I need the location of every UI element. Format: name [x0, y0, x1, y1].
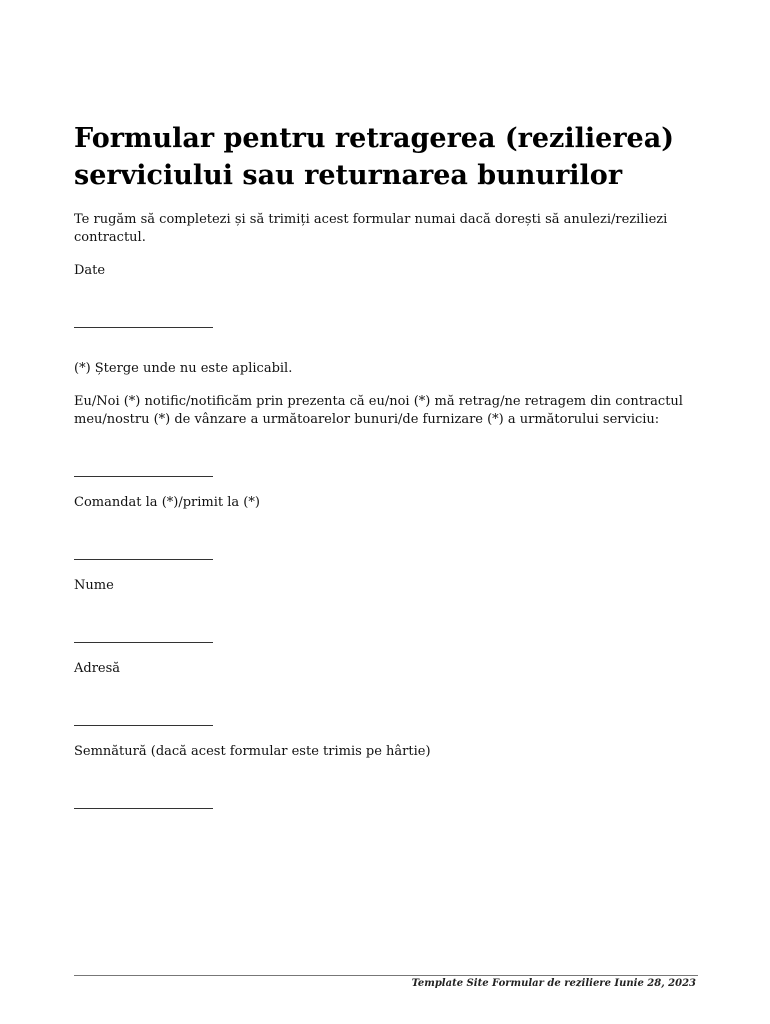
footer-text: Template Site Formular de reziliere Iunie 28, 2023	[411, 978, 696, 989]
document-page	[74, 0, 698, 1024]
address-label: Adresă	[74, 661, 121, 676]
name-label: Nume	[74, 578, 114, 593]
ordered-label: Comandat la (*)/primit la (*)	[74, 495, 260, 510]
ordered-blank-line	[74, 559, 213, 560]
signature-blank-line	[74, 808, 213, 809]
date-blank-line	[74, 327, 213, 328]
applicability-note: (*) Șterge unde nu este aplicabil.	[74, 361, 293, 376]
intro-paragraph: Te rugăm să completezi și să trimiți acest formular numai dacă dorești să anulezi/reziliezi contractul.	[74, 212, 668, 245]
date-label: Date	[74, 263, 106, 278]
withdrawal-statement: Eu/Noi (*) notific/notificăm prin prezenta că eu/noi (*) mă retrag/ne retragem din contractul meu/nostru (*) de vânzare a următoarelor bunuri/de furnizare (*) a următorului serviciu:	[74, 394, 683, 427]
name-blank-line	[74, 642, 213, 643]
address-blank-line	[74, 725, 213, 726]
signature-label: Semnătură (dacă acest formular este trimis pe hârtie)	[74, 744, 431, 759]
footer-divider	[74, 975, 698, 976]
goods-blank-line	[74, 476, 213, 477]
document-title: Formular pentru retragerea (rezilierea) serviciului sau returnarea bunurilor	[74, 123, 674, 191]
